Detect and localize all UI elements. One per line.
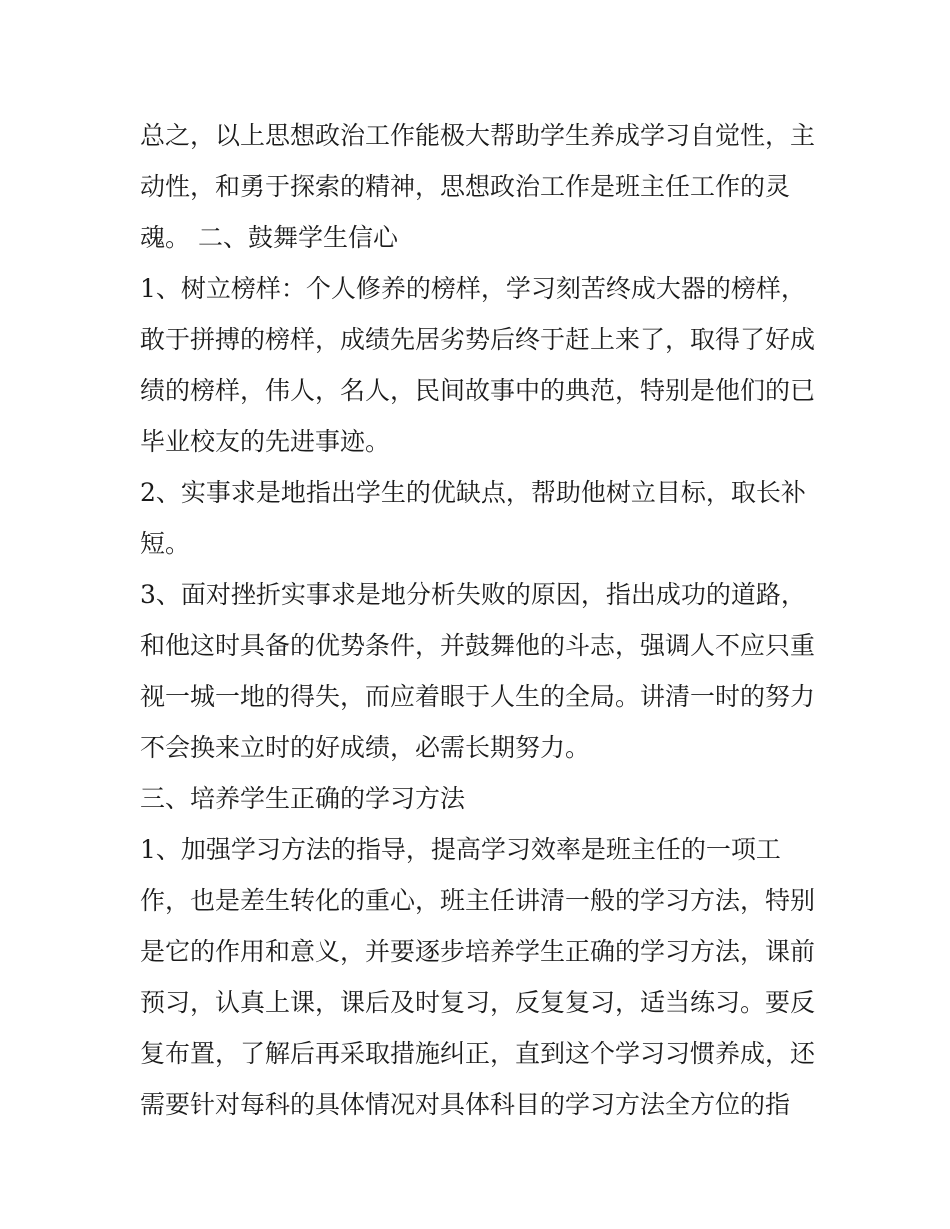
text-line-19: 复布置，了解后再采取措施纠正，直到这个学习习惯养成，还 [140,1039,816,1068]
text-line-1: 总之，以上思想政治工作能极大帮助学生养成学习自觉性，主 [140,121,816,150]
text-line-5: 敢于拼搏的榜样，成绩先居劣势后终于赶上来了，取得了好成 [140,325,816,354]
text-line-11: 和他这时具备的优势条件，并鼓舞他的斗志，强调人不应只重 [140,631,816,660]
text-line-10: 3、面对挫折实事求是地分析失败的原因，指出成功的道路， [140,580,806,609]
text-line-6: 绩的榜样，伟人，名人，民间故事中的典范，特别是他们的已 [140,376,816,405]
text-line-20: 需要针对每科的具体情况对具体科目的学习方法全方位的指 [140,1090,791,1119]
text-line-3: 魂。 二、鼓舞学生信心 [140,223,398,252]
text-line-4: 1、树立榜样：个人修养的榜样，学习刻苦终成大器的榜样， [140,274,806,303]
text-line-17: 是它的作用和意义，并要逐步培养学生正确的学习方法，课前 [140,937,816,966]
text-line-14: 三、培养学生正确的学习方法 [140,784,466,813]
text-line-7: 毕业校友的先进事迹。 [140,427,391,456]
text-line-8: 2、实事求是地指出学生的优缺点，帮助他树立目标，取长补 [140,478,806,507]
body-text [140,110,820,1130]
text-line-15: 1、加强学习方法的指导，提高学习效率是班主任的一项工 [140,835,781,864]
text-line-9: 短。 [140,529,191,558]
text-line-18: 预习，认真上课，课后及时复习，反复复习，适当练习。要反 [140,988,816,1017]
text-line-2: 动性，和勇于探索的精神，思想政治工作是班主任工作的灵 [140,172,791,201]
text-line-12: 视一城一地的得失，而应着眼于人生的全局。讲清一时的努力 [140,682,816,711]
text-line-13: 不会换来立时的好成绩，必需长期努力。 [140,733,591,762]
text-line-16: 作，也是差生转化的重心，班主任讲清一般的学习方法，特别 [140,886,816,915]
